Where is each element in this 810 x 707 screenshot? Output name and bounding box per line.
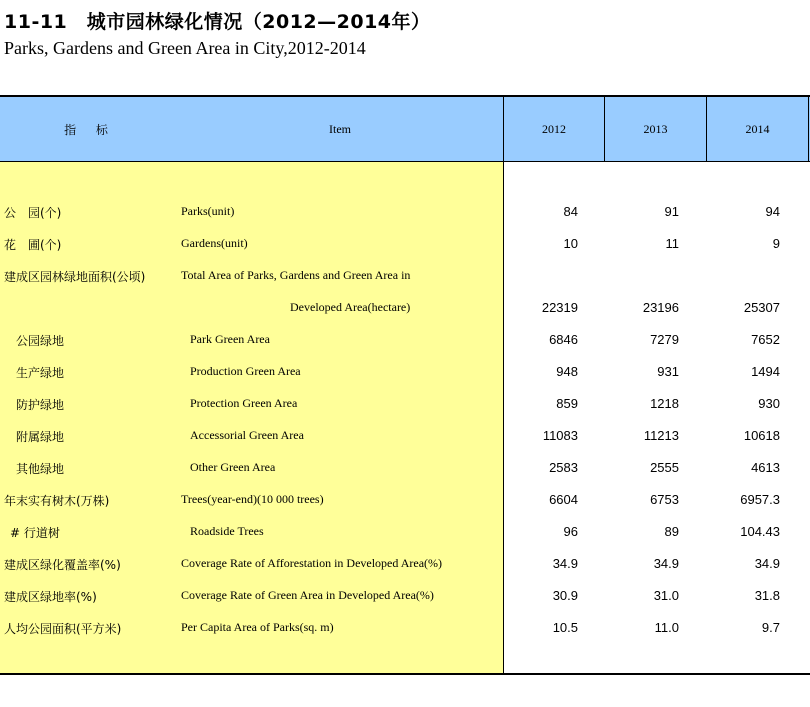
- cell-2013: 931: [657, 364, 679, 379]
- row-label-cn: 公 园(个): [4, 206, 62, 220]
- cell-2013: 89: [664, 524, 679, 539]
- row-label-en: Accessorial Green Area: [190, 428, 304, 442]
- cell-2014: 6957.3: [740, 492, 780, 507]
- header-year-2014: 2014: [745, 122, 770, 136]
- cell-2014: 94: [765, 204, 780, 219]
- cell-2013: 91: [664, 204, 679, 219]
- header-year-2012: 2012: [542, 122, 566, 136]
- row-label-cn: 花 圃(个): [4, 238, 62, 252]
- table-title-chinese: 11-11 城市园林绿化情况（2012—2014年）: [4, 11, 431, 33]
- cell-2013: 1218: [650, 396, 679, 411]
- row-label-cn: 人均公园面积(平方米): [4, 622, 122, 636]
- cell-2012: 859: [556, 396, 578, 411]
- cell-2013: 31.0: [653, 588, 679, 603]
- cell-2012: 96: [563, 524, 578, 539]
- table-row: [0, 330, 810, 350]
- table-row: [0, 426, 810, 446]
- cell-2014: 10618: [743, 428, 780, 443]
- cell-2012: 11083: [542, 428, 578, 443]
- cell-2012: 10.5: [552, 620, 578, 635]
- table-row: [0, 234, 810, 254]
- row-label-cn: 生产绿地: [16, 366, 65, 380]
- cell-2012: 2583: [549, 460, 578, 475]
- row-label-cn: 建成区园林绿地面积(公顷): [4, 270, 146, 284]
- cell-2012: 30.9: [552, 588, 578, 603]
- bottom-rule: [0, 673, 810, 675]
- row-label-en: Park Green Area: [190, 332, 270, 346]
- table-row: [0, 394, 810, 414]
- row-label-cn: 年末实有树木(万株): [4, 494, 110, 508]
- table-row: [0, 586, 810, 606]
- cell-2012: 6604: [549, 492, 578, 507]
- row-label-en: Coverage Rate of Green Area in Developed Area(%): [181, 588, 434, 602]
- cell-2014: 1494: [751, 364, 780, 379]
- table-row: [0, 298, 810, 318]
- cell-2012: 6846: [549, 332, 578, 347]
- cell-2014: 930: [758, 396, 780, 411]
- cell-2013: 23196: [642, 300, 679, 315]
- cell-2013: 34.9: [653, 556, 679, 571]
- cell-2014: 4613: [751, 460, 780, 475]
- cell-2014: 9: [772, 236, 780, 251]
- table-title-english: Parks, Gardens and Green Area in City,2012-2014: [4, 38, 366, 58]
- row-label-cn: 防护绿地: [16, 398, 65, 412]
- cell-2014: 31.8: [754, 588, 780, 603]
- cell-2013: 7279: [650, 332, 679, 347]
- row-label-en: Gardens(unit): [181, 236, 248, 250]
- row-label-en: Roadside Trees: [190, 524, 264, 538]
- table-row: [0, 362, 810, 382]
- header-year-2013: 2013: [643, 122, 668, 136]
- cell-2014: 7652: [751, 332, 780, 347]
- row-label-cn: 其他绿地: [16, 462, 65, 476]
- row-label-cn: 公园绿地: [16, 334, 65, 348]
- row-label-en: Per Capita Area of Parks(sq. m): [181, 620, 334, 634]
- cell-2014: 104.43: [740, 524, 780, 539]
- table-row: [0, 266, 810, 286]
- header-indicator: 指 标: [64, 123, 116, 137]
- cell-2013: 11: [665, 236, 679, 251]
- row-label-en: Parks(unit): [181, 204, 235, 218]
- cell-2013: 6753: [650, 492, 679, 507]
- cell-2014: 25307: [743, 300, 780, 315]
- row-label-cn: # 行道树: [10, 526, 60, 540]
- table-row: [0, 490, 810, 510]
- cell-2013: 2555: [650, 460, 679, 475]
- row-label-cn: 建成区绿地率(%): [4, 590, 97, 604]
- row-label-en: Developed Area(hectare): [290, 300, 411, 314]
- table-row: [0, 522, 810, 542]
- table-row: [0, 554, 810, 574]
- row-label-cn: 附属绿地: [16, 430, 65, 444]
- table-row: [0, 618, 810, 638]
- cell-2012: 22319: [541, 300, 578, 315]
- row-label-en: Total Area of Parks, Gardens and Green Area in: [181, 268, 411, 282]
- right-border: [808, 97, 809, 162]
- row-label-en: Protection Green Area: [190, 396, 298, 410]
- row-label-cn: 建成区绿化覆盖率(%): [4, 558, 121, 572]
- row-label-en: Trees(year-end)(10 000 trees): [181, 492, 324, 506]
- cell-2012: 10: [563, 236, 578, 251]
- cell-2012: 34.9: [552, 556, 578, 571]
- cell-2012: 948: [556, 364, 578, 379]
- cell-2013: 11213: [643, 428, 679, 443]
- cell-2013: 11.0: [654, 620, 679, 635]
- row-label-en: Production Green Area: [190, 364, 301, 378]
- row-label-en: Coverage Rate of Afforestation in Developed Area(%): [181, 556, 443, 570]
- table-row: [0, 202, 810, 222]
- cell-2012: 84: [563, 204, 578, 219]
- table-row: [0, 458, 810, 478]
- cell-2014: 9.7: [761, 620, 780, 635]
- cell-2014: 34.9: [754, 556, 780, 571]
- header-item: Item: [329, 122, 351, 136]
- row-label-en: Other Green Area: [190, 460, 276, 474]
